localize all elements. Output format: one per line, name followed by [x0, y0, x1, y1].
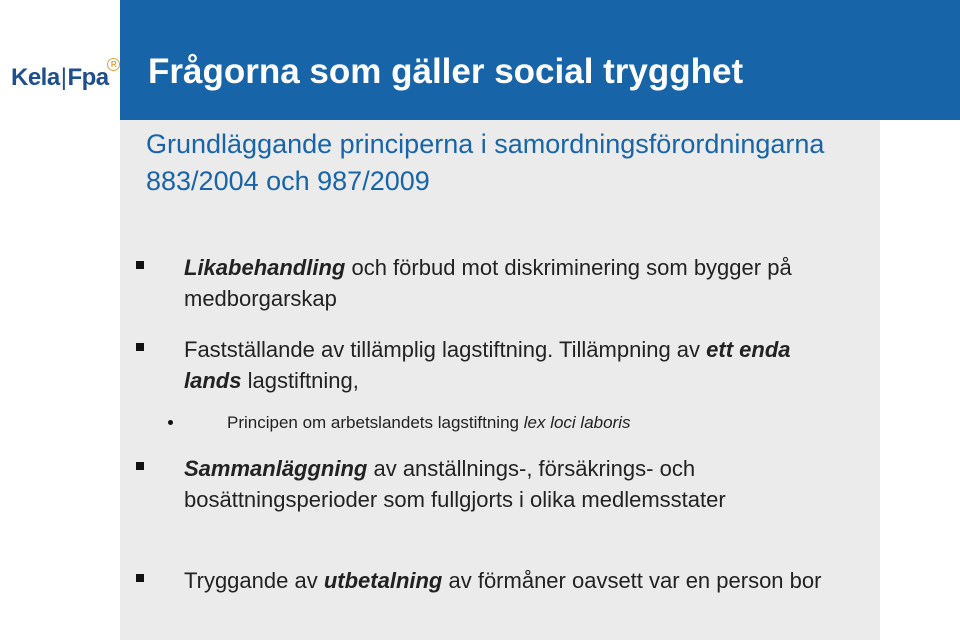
round-bullet-icon [168, 420, 173, 425]
logo-fpa: Fpa [67, 64, 109, 91]
square-bullet-icon [136, 261, 144, 269]
sub-bullet-part: Principen om arbetslandets lagstiftning [227, 413, 524, 432]
bullet-emphasis: ett enda lands [184, 337, 791, 393]
sub-bullet-text [227, 411, 631, 435]
bullet-part: av förmåner oavsett var en person bor [442, 568, 822, 593]
bullet-emphasis: utbetalning [323, 568, 443, 593]
kela-fpa-logo [11, 60, 117, 92]
header-band [120, 0, 960, 120]
bullet-emphasis: Likabehandling [184, 255, 346, 280]
registered-mark-icon: R [107, 58, 120, 71]
content-panel [120, 120, 880, 640]
slide-title: Frågorna som gäller social trygghet [148, 52, 744, 91]
bullet-part: Tryggande av [184, 568, 324, 593]
sub-bullet-italic: lex loci laboris [523, 413, 631, 432]
slide-subtitle: Grundläggande principerna i samordningsförordningarna 883/2004 och 987/2009 [146, 129, 825, 196]
bullet-text [184, 453, 834, 515]
bullet-part: lagstiftning, [241, 368, 359, 393]
bullet-text [184, 252, 834, 314]
bullet-text [184, 565, 834, 596]
square-bullet-icon [136, 343, 144, 351]
logo-divider: | [60, 64, 67, 91]
square-bullet-icon [136, 462, 144, 470]
bullet-text [184, 334, 834, 396]
logo-kela: Kela [11, 64, 60, 91]
square-bullet-icon [136, 574, 144, 582]
bullet-rest: och förbud mot diskriminering som bygger på medborgarskap [184, 255, 792, 311]
bullet-emphasis: Sammanläggning [184, 456, 368, 481]
logo-area [0, 0, 121, 120]
bullet-rest: av anställnings-, försäkrings- och bosättningsperioder som fullgjorts i olika medlemsstater [184, 456, 726, 512]
bullet-part: Fastställande av tillämplig lagstiftning. Tillämpning av [184, 337, 707, 362]
